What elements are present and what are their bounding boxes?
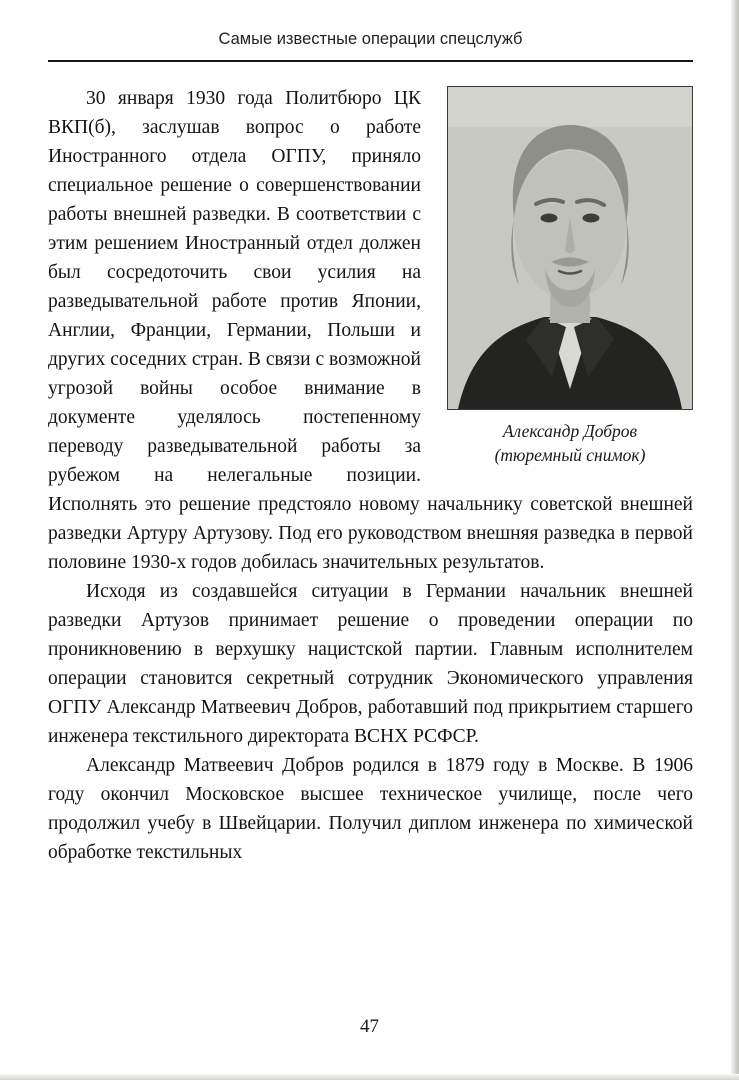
photo-caption-line-1: Александр Добров (502, 421, 638, 441)
body-paragraph-2: Исходя из создавшейся ситуации в Германии начальник внешней разведки Артузов принимает решение о проведении операции по проникновению в верхушку нацистской партии. Главным исполнителем операции становится секретный сотрудник Экономического управления ОГПУ Александр Матвеевич Добров, работавший под прикрытием старшего инженера текстильного директората ВСНХ РСФСР. (48, 581, 693, 747)
scan-edge-right (731, 0, 739, 1080)
page-body (48, 84, 693, 867)
page-number: 47 (360, 1016, 379, 1037)
book-page (48, 30, 693, 867)
photo-caption-line-2: (тюремный снимок) (494, 445, 646, 465)
running-head: Самые известные операции спецслужб (218, 30, 523, 48)
scan-edge-bottom (0, 1074, 739, 1080)
portrait-photo (447, 86, 693, 410)
body-paragraph-1: 30 января 1930 года Политбюро ЦК ВКП(б), заслушав вопрос о работе Иностранного отдела ОГПУ, приняло специальное решение о совершенствовании работы внешней разведки. В соответствии с этим решением Иностранный отдел должен был сосредоточить свои усилия на разведывательной работе против Японии, Англии, Франции, Германии, Польши и других соседних стран. В связи с возможной угрозой войны особое внимание в документе уделялось постепенному переводу разведывательной работы за рубежом на нелегальные позиции. Исполнять это решение предстояло новому начальнику советской внешней разведки Артуру Артузову. Под его руководством внешняя разведка в первой половине 1930-х годов добилась значительных результатов. (48, 88, 693, 573)
body-paragraph-3: Александр Матвеевич Добров родился в 1879 году в Москве. В 1906 году окончил Московское высшее техническое училище, после чего продолжил учебу в Швейцарии. Получил диплом инженера по химической обработке текстильных (48, 755, 693, 863)
portrait-figure (447, 86, 693, 467)
photo-caption (447, 419, 693, 467)
header-rule (48, 60, 693, 62)
